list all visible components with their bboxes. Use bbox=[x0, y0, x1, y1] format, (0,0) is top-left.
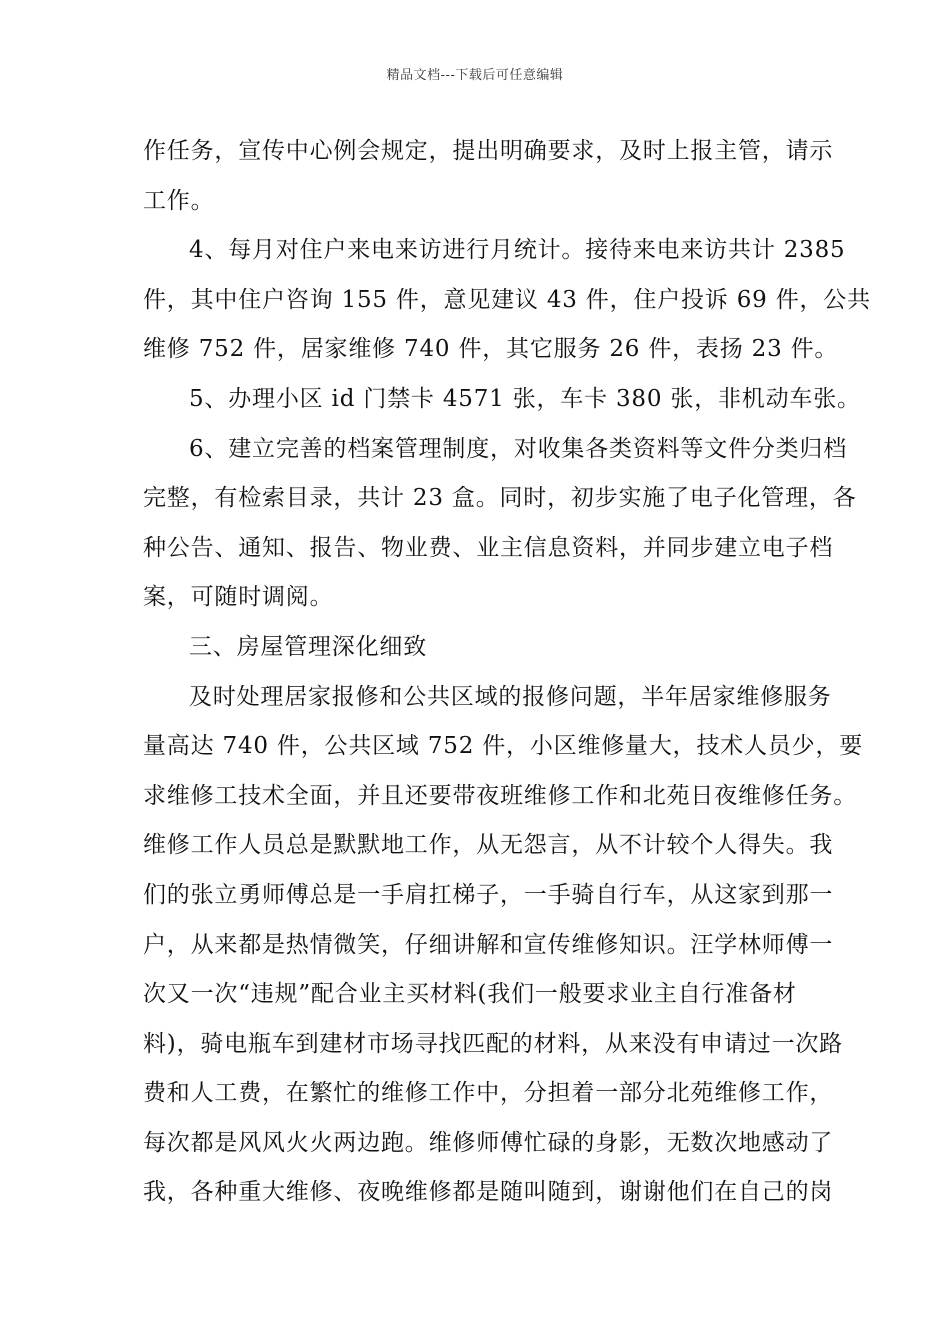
text-line: 户，从来都是热情微笑，仔细讲解和宣传维修知识。汪学林师傅一 bbox=[143, 931, 834, 958]
section-heading: 三、房屋管理深化细致 bbox=[189, 633, 427, 660]
text-line: 次又一次“违规”配合业主买材料(我们一般要求业主自行准备材 bbox=[143, 981, 797, 1008]
paragraph-item-5: 5、办理小区 id 门禁卡 4571 张，车卡 380 张，非机动车张。 bbox=[189, 385, 861, 412]
text-line: 求维修工技术全面，并且还要带夜班维修工作和北苑日夜维修任务。 bbox=[143, 782, 857, 809]
page-header: 精品文档---下载后可任意编辑 bbox=[386, 68, 564, 83]
text-line: 种公告、通知、报告、物业费、业主信息资料，并同步建立电子档 bbox=[143, 534, 834, 561]
text-line: 作任务，宣传中心例会规定，提出明确要求，及时上报主管，请示 bbox=[143, 138, 834, 164]
paragraph-start: 及时处理居家报修和公共区域的报修问题，半年居家维修服务 bbox=[189, 683, 832, 710]
text-line: 们的张立勇师傅总是一手肩扛梯子，一手骑自行车，从这家到那一 bbox=[143, 881, 834, 908]
text-line: 完整，有检索目录，共计 23 盒。同时，初步实施了电子化管理，各 bbox=[143, 485, 857, 512]
text-line: 我，各种重大维修、夜晚维修都是随叫随到，谢谢他们在自己的岗 bbox=[143, 1179, 834, 1206]
text-line: 件，其中住户咨询 155 件，意见建议 43 件，住户投诉 69 件，公共 bbox=[143, 286, 871, 313]
text-line: 料)，骑电瓶车到建材市场寻找匹配的材料，从来没有申请过一次路 bbox=[143, 1030, 843, 1057]
text-line: 工作。 bbox=[143, 187, 215, 214]
text-line: 费和人工费，在繁忙的维修工作中，分担着一部分北苑维修工作， bbox=[143, 1080, 834, 1107]
paragraph-item-6: 6、建立完善的档案管理制度，对收集各类资料等文件分类归档 bbox=[189, 435, 848, 462]
text-line: 量高达 740 件，公共区域 752 件，小区维修量大，技术人员少，要 bbox=[143, 733, 864, 760]
text-line: 每次都是风风火火两边跑。维修师傅忙碌的身影，无数次地感动了 bbox=[143, 1129, 834, 1156]
text-line: 维修工作人员总是默默地工作，从无怨言，从不计较个人得失。我 bbox=[143, 832, 834, 859]
paragraph-item-4: 4、每月对住户来电来访进行月统计。接待来电来访共计 2385 bbox=[189, 237, 846, 264]
document-body bbox=[143, 127, 871, 1218]
text-line: 案，可随时调阅。 bbox=[143, 584, 334, 611]
text-line: 维修 752 件，居家维修 740 件，其它服务 26 件，表扬 23 件。 bbox=[143, 336, 839, 363]
